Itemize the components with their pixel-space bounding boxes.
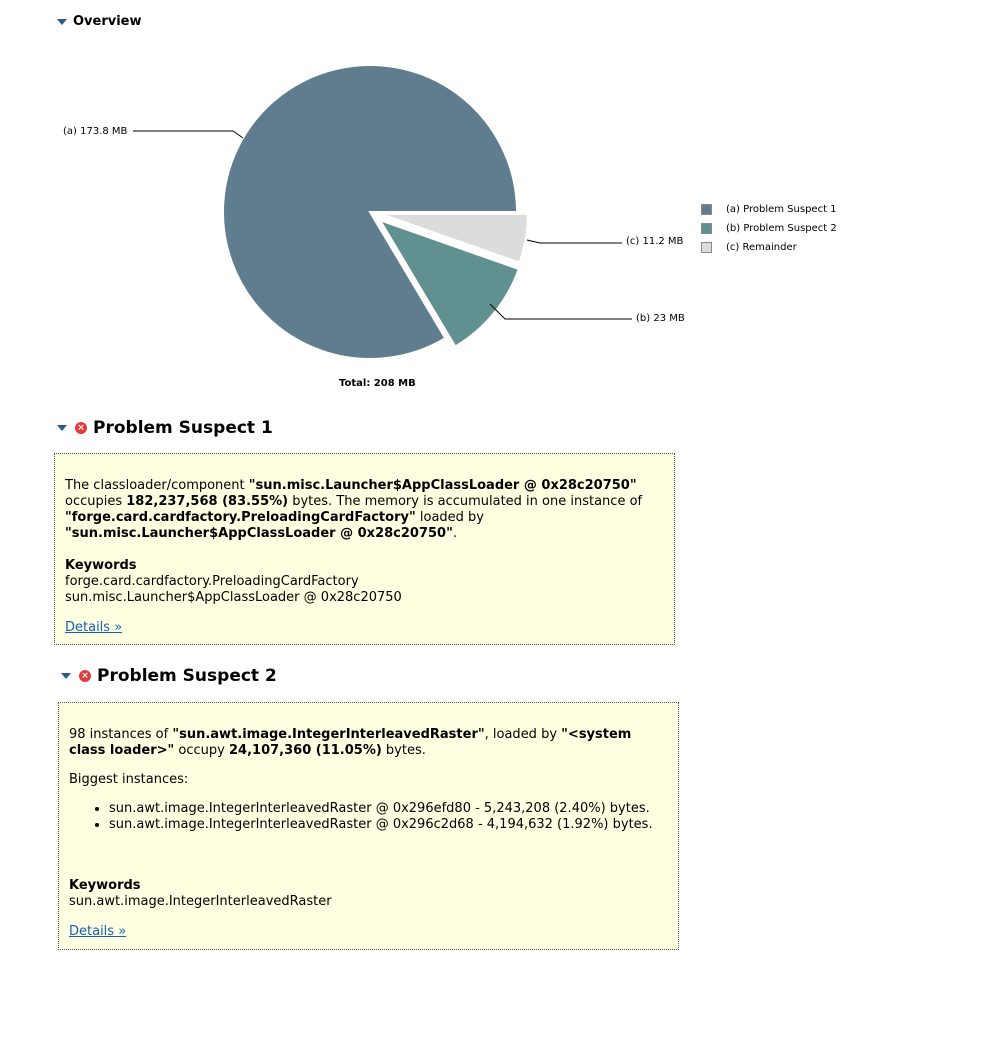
legend-item [701, 200, 837, 219]
suspect1-header[interactable] [57, 418, 273, 438]
legend-label: (c) Remainder [726, 242, 797, 253]
collapse-triangle-icon[interactable] [61, 673, 71, 679]
keyword: sun.awt.image.IntegerInterleavedRaster [69, 894, 332, 909]
leader-line-a [133, 131, 243, 138]
keyword: forge.card.cardfactory.PreloadingCardFactory [65, 574, 359, 589]
legend-label: (a) Problem Suspect 1 [726, 204, 837, 215]
pie-legend [701, 200, 837, 257]
legend-label: (b) Problem Suspect 2 [726, 223, 837, 234]
text: , loaded by [484, 727, 562, 742]
keywords-title: Keywords [69, 878, 141, 893]
text: The classloader/component [65, 478, 249, 493]
classloader-name: "sun.misc.Launcher$AppClassLoader @ 0x28c20750" [248, 478, 637, 493]
text: bytes. The memory is accumulated in one instance of [288, 494, 643, 509]
pie-total: Total: 208 MB [339, 378, 416, 389]
text: occupy [174, 743, 229, 758]
class-name: "sun.awt.image.IntegerInterleavedRaster" [172, 727, 485, 742]
slice-label-a: (a) 173.8 MB [63, 126, 128, 137]
loader-name: class loader>" [69, 743, 175, 758]
suspect1-title: Problem Suspect 1 [93, 418, 273, 438]
text: . [452, 526, 458, 541]
suspect2-box [58, 702, 679, 950]
error-icon: × [79, 670, 91, 682]
instances-list [69, 801, 668, 833]
loader-name: "sun.misc.Launcher$AppClassLoader @ 0x28c20750" [65, 526, 453, 541]
details-link[interactable]: Details » [69, 924, 127, 939]
details-link[interactable]: Details » [65, 620, 123, 635]
keyword: sun.misc.Launcher$AppClassLoader @ 0x28c20750 [65, 590, 402, 605]
legend-swatch [701, 242, 712, 253]
legend-item [701, 219, 837, 238]
suspect2-title: Problem Suspect 2 [97, 666, 277, 686]
keywords-title: Keywords [65, 558, 137, 573]
text: 98 instances of [69, 727, 173, 742]
suspect1-keywords [65, 558, 664, 606]
overview-title: Overview [73, 14, 142, 29]
suspect1-description [65, 478, 664, 542]
biggest-instances-label: Biggest instances: [69, 772, 189, 787]
legend-swatch [701, 204, 712, 215]
slice-label-c: (c) 11.2 MB [626, 236, 684, 247]
text: bytes. [381, 743, 426, 758]
leader-line-c [527, 240, 622, 243]
loader-name: "<system [561, 727, 632, 742]
class-name: "forge.card.cardfactory.PreloadingCardFactory" [65, 510, 416, 525]
suspect2-description [69, 727, 668, 759]
leader-line-b [490, 304, 632, 319]
text: occupies [65, 494, 127, 509]
slice-label-b: (b) 23 MB [636, 313, 685, 324]
bytes-value: 24,107,360 (11.05%) [229, 743, 382, 758]
error-icon: × [75, 422, 87, 434]
pie-chart [0, 0, 1008, 400]
collapse-triangle-icon[interactable] [57, 425, 67, 431]
list-item: • sun.awt.image.IntegerInterleavedRaster @ 0x296c2d68 - 4,194,632 (1.92%) bytes. [109, 817, 668, 833]
legend-item [701, 238, 837, 257]
suspect2-header[interactable] [61, 666, 277, 686]
suspect2-keywords [69, 878, 668, 910]
bytes-value: 182,237,568 (83.55%) [126, 494, 289, 509]
text: loaded by [415, 510, 484, 525]
list-item: • sun.awt.image.IntegerInterleavedRaster @ 0x296efd80 - 5,243,208 (2.40%) bytes. [109, 801, 668, 817]
suspect1-box [54, 453, 675, 645]
legend-swatch [701, 223, 712, 234]
